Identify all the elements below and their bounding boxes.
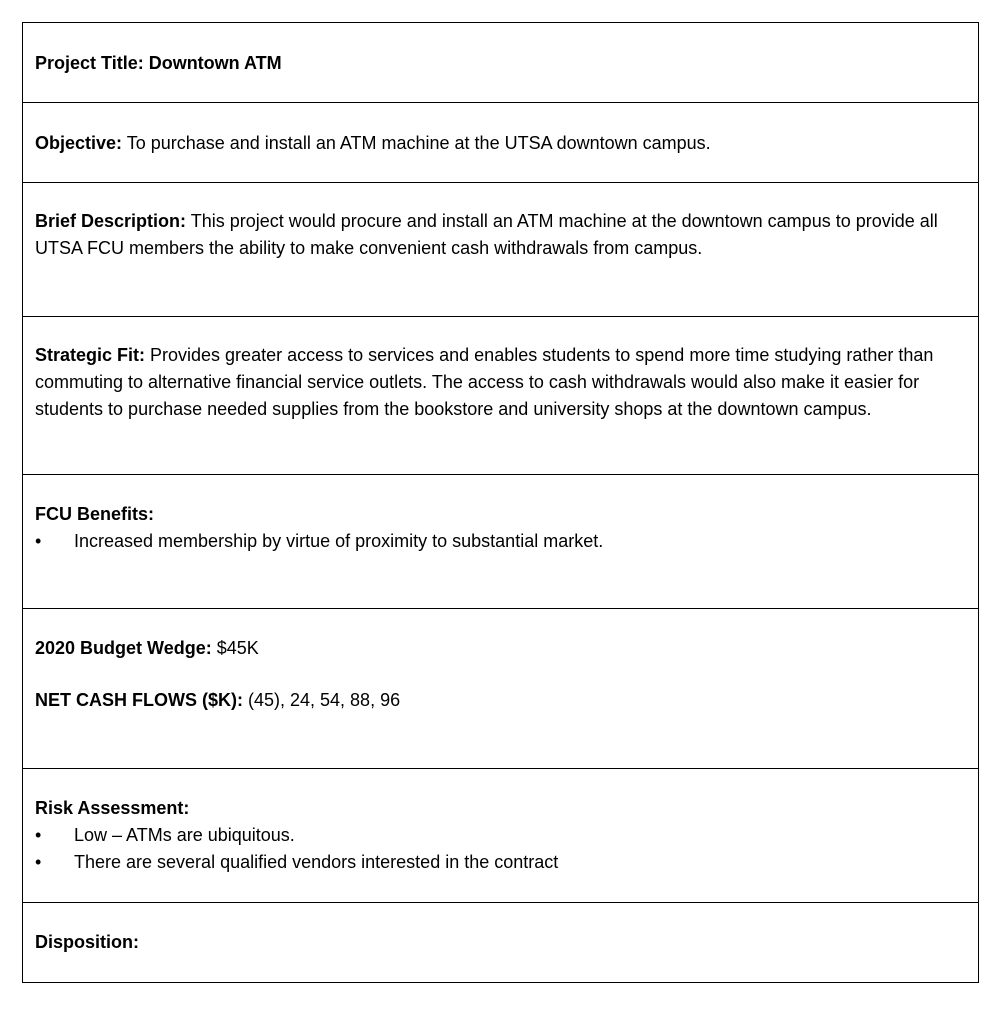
disposition-row bbox=[23, 903, 978, 982]
list-item bbox=[35, 528, 966, 555]
bullet-icon: • bbox=[35, 852, 42, 872]
budget-value: $45K bbox=[211, 638, 259, 658]
bullet-icon: • bbox=[35, 531, 42, 551]
list-item bbox=[35, 849, 966, 876]
risk-item-text: Low – ATMs are ubiquitous. bbox=[74, 825, 295, 845]
budget-label: 2020 Budget Wedge: bbox=[35, 638, 212, 658]
project-title: Project Title: Downtown ATM bbox=[35, 53, 282, 73]
project-form-table bbox=[22, 22, 979, 983]
objective-text: To purchase and install an ATM machine at the UTSA downtown campus. bbox=[122, 133, 711, 153]
bullet-icon: • bbox=[35, 825, 42, 845]
disposition-label: Disposition: bbox=[35, 932, 139, 952]
budget-line bbox=[35, 635, 966, 662]
budget-row bbox=[23, 609, 978, 769]
risk-assessment-label: Risk Assessment: bbox=[35, 798, 190, 818]
net-cash-flows-label: NET CASH FLOWS ($K): bbox=[35, 690, 243, 710]
list-item bbox=[35, 822, 966, 849]
brief-description-text: This project would procure and install an ATM machine at the downtown campus to provide all UTSA FCU members the ability to make convenient cash withdrawals from campus. bbox=[35, 211, 938, 258]
strategic-fit-label: Strategic Fit: bbox=[35, 345, 146, 365]
net-cash-flows-line bbox=[35, 687, 966, 714]
objective-label: Objective: bbox=[35, 133, 123, 153]
objective-row bbox=[23, 103, 978, 183]
risk-item-text: There are several qualified vendors interested in the contract bbox=[74, 852, 559, 872]
strategic-fit-text: Provides greater access to services and enables students to spend more time studying rather than commuting to alternative financial service outlets. The access to cash withdrawals would also make it easier for students to purchase needed supplies from the bookstore and university shops at the downtown campus. bbox=[35, 345, 934, 419]
brief-description-row bbox=[23, 183, 978, 317]
risk-assessment-row bbox=[23, 769, 978, 903]
fcu-benefit-text: Increased membership by virtue of proximity to substantial market. bbox=[74, 531, 604, 551]
net-cash-flows-value: (45), 24, 54, 88, 96 bbox=[242, 690, 401, 710]
fcu-benefits-list bbox=[35, 528, 966, 555]
risk-assessment-list bbox=[35, 822, 966, 876]
brief-description-label: Brief Description: bbox=[35, 211, 187, 231]
fcu-benefits-label: FCU Benefits: bbox=[35, 504, 155, 524]
fcu-benefits-row bbox=[23, 475, 978, 609]
strategic-fit-row bbox=[23, 317, 978, 475]
project-title-row bbox=[23, 23, 978, 103]
